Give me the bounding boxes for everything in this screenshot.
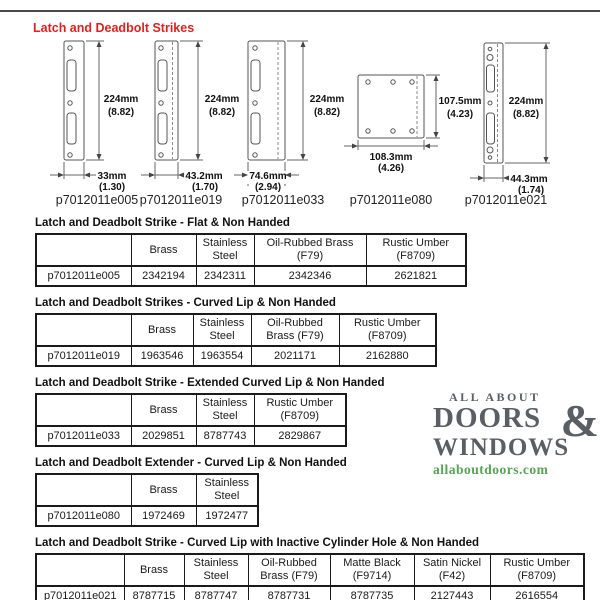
sku-cell: 8787715	[124, 586, 184, 600]
header-row	[36, 394, 346, 426]
width-in-label: (1.74)	[517, 185, 545, 196]
latch-slot	[251, 60, 260, 91]
row-label-header	[36, 314, 131, 346]
width-mm-label: 44.3mm	[510, 174, 548, 185]
finish-header: Stainless Steel	[196, 474, 258, 506]
section-title: Latch and Deadbolt Strike - Curved Lip with Inactive Cylinder Hole & Non Handed	[35, 537, 480, 549]
diagram-e019	[140, 41, 240, 207]
diagram-e021	[465, 43, 550, 207]
finish-header: Rustic Umber (F8709)	[490, 554, 584, 586]
screw-hole	[488, 47, 492, 51]
sku-cell: 2342346	[254, 266, 366, 286]
latch-slot	[487, 113, 495, 144]
finish-header: Stainless Steel	[184, 554, 248, 586]
screw-hole	[159, 153, 163, 157]
finish-header: Stainless Steel	[196, 394, 254, 426]
height-in-label: (8.82)	[107, 107, 135, 118]
parts-table-cylinder-hole	[35, 553, 585, 600]
sku-cell: 1963546	[131, 346, 193, 366]
part-number-label: p7012011e021	[464, 193, 548, 207]
part-number-cell: p7012011e019	[36, 346, 131, 366]
screw-hole	[488, 156, 492, 160]
part-number-cell: p7012011e021	[36, 586, 124, 600]
screw-hole	[410, 80, 414, 84]
strike-plate-outline	[248, 41, 285, 160]
height-in-label: (8.82)	[512, 109, 540, 120]
row-label-header	[36, 554, 124, 586]
height-mm-label: 224mm	[508, 96, 544, 107]
sku-cell: 8787731	[248, 586, 330, 600]
width-mm-label: 43.2mm	[185, 171, 223, 182]
screw-hole	[366, 80, 370, 84]
sku-cell: 2029851	[131, 426, 196, 446]
width-mm-label: 74.6mm	[249, 171, 287, 182]
finish-header: Oil-Rubbed Brass (F79)	[248, 554, 330, 586]
parts-table-extender	[35, 473, 259, 527]
finish-header: Rustic Umber (F8709)	[339, 314, 436, 346]
screw-hole	[253, 46, 257, 50]
part-number-label: p7012011e033	[241, 193, 325, 207]
height-mm-label: 224mm	[103, 94, 139, 105]
part-number-label: p7012011e019	[139, 193, 223, 207]
height-mm-label: 224mm	[309, 94, 345, 105]
all-about-doors-logo	[433, 391, 600, 477]
header-row	[36, 314, 436, 346]
width-mm-label: 33mm	[97, 171, 127, 182]
page-title: Latch and Deadbolt Strikes	[33, 21, 195, 35]
screw-hole	[253, 153, 257, 157]
header-row	[36, 234, 466, 266]
parts-table-curved-lip	[35, 313, 437, 367]
sku-cell: 2162880	[339, 346, 436, 366]
height-in-label: (8.82)	[208, 107, 236, 118]
finish-header: Brass	[131, 474, 196, 506]
screw-hole	[366, 129, 370, 133]
sku-cell: 8787747	[184, 586, 248, 600]
cylinder-hole	[487, 55, 493, 61]
strike-diagrams	[0, 38, 600, 210]
strike-diagrams-svg	[0, 38, 600, 210]
finish-header: Stainless Steel	[196, 234, 254, 266]
sku-cell: 1972469	[131, 506, 196, 526]
logo-website-text: allaboutdoors.com	[433, 462, 549, 477]
cylinder-hole	[487, 147, 493, 153]
finish-header: Brass	[124, 554, 184, 586]
sku-cell: 2829867	[254, 426, 346, 446]
width-dimension	[470, 165, 509, 182]
logo-tagline: ALL ABOUT	[449, 390, 541, 404]
screw-hole	[68, 46, 72, 50]
finish-header: Satin Nickel (F42)	[414, 554, 490, 586]
diagram-e033	[234, 41, 344, 207]
screw-hole	[68, 153, 72, 157]
height-mm-label: 224mm	[204, 94, 240, 105]
latch-slot	[158, 113, 167, 144]
row-label-header	[36, 234, 131, 266]
sku-cell: 2127443	[414, 586, 490, 600]
width-dimension	[50, 162, 96, 179]
screw-hole	[391, 129, 395, 133]
screw-hole	[410, 129, 414, 133]
part-number-label: p7012011e005	[55, 193, 139, 207]
finish-header: Brass	[131, 314, 193, 346]
height-in-label: (4.23)	[446, 109, 474, 120]
screw-hole	[159, 101, 163, 105]
sku-cell: 8787743	[196, 426, 254, 446]
parts-table-flat	[35, 233, 467, 287]
height-dimension	[86, 41, 104, 160]
logo-windows-text: WINDOWS	[433, 434, 570, 461]
latch-slot	[67, 113, 76, 144]
header-row	[36, 474, 258, 506]
sku-cell: 2342194	[131, 266, 196, 286]
section-title: Latch and Deadbolt Strikes - Curved Lip & Non Handed	[35, 297, 336, 309]
width-dimension	[141, 162, 184, 179]
finish-header: Matte Black (F9714)	[330, 554, 414, 586]
sku-cell: 2021171	[251, 346, 339, 366]
screw-hole	[253, 101, 257, 105]
height-dimension	[180, 41, 203, 160]
screw-hole	[68, 101, 72, 105]
height-in-label: (8.82)	[313, 107, 341, 118]
screw-hole	[488, 101, 492, 105]
parts-table-extended-curved-lip	[35, 393, 347, 447]
sku-cell: 1972477	[196, 506, 258, 526]
height-dimension	[287, 41, 308, 160]
sku-cell: 8787735	[330, 586, 414, 600]
part-number-cell: p7012011e005	[36, 266, 131, 286]
part-number-cell: p7012011e033	[36, 426, 131, 446]
section-title: Latch and Deadbolt Extender - Curved Lip & Non Handed	[35, 457, 347, 469]
table-row	[36, 266, 466, 286]
height-mm-label: 107.5mm	[438, 96, 482, 107]
header-row	[36, 554, 584, 586]
sku-cell: 2342311	[196, 266, 254, 286]
table-row	[36, 586, 584, 600]
width-in-label: (4.26)	[377, 163, 405, 174]
row-label-header	[36, 394, 131, 426]
finish-header: Rustic Umber (F8709)	[254, 394, 346, 426]
sku-cell: 1963554	[193, 346, 251, 366]
finish-header: Stainless Steel	[193, 314, 251, 346]
width-in-label: (2.94)	[254, 182, 282, 193]
diagram-e005	[50, 41, 138, 207]
sku-cell: 2621821	[366, 266, 466, 286]
table-row	[36, 426, 346, 446]
finish-header: Oil-Rubbed Brass (F79)	[254, 234, 366, 266]
finish-header: Brass	[131, 394, 196, 426]
part-number-label: p7012011e080	[349, 193, 433, 207]
latch-slot	[158, 60, 167, 91]
sku-cell: 2616554	[490, 586, 584, 600]
table-row	[36, 506, 258, 526]
top-divider	[0, 10, 600, 12]
latch-slot	[251, 113, 260, 144]
width-in-label: (1.70)	[191, 182, 219, 193]
width-mm-label: 108.3mm	[369, 152, 413, 163]
strike-plate-outline	[484, 43, 503, 163]
latch-slot	[487, 65, 495, 92]
table-row	[36, 346, 436, 366]
logo-ampersand: &	[560, 395, 599, 446]
width-dimension	[344, 140, 438, 150]
finish-header: Oil-Rubbed Brass (F79)	[251, 314, 339, 346]
latch-slot	[67, 60, 76, 91]
diagram-e080	[344, 75, 482, 207]
finish-header: Rustic Umber (F8709)	[366, 234, 466, 266]
part-number-cell: p7012011e080	[36, 506, 131, 526]
screw-hole	[391, 80, 395, 84]
finish-header: Brass	[131, 234, 196, 266]
row-label-header	[36, 474, 131, 506]
logo-doors-text: DOORS	[433, 402, 542, 434]
section-title: Latch and Deadbolt Strike - Extended Curved Lip & Non Handed	[35, 377, 385, 389]
section-title: Latch and Deadbolt Strike - Flat & Non Handed	[35, 217, 290, 229]
width-in-label: (1.30)	[98, 182, 126, 193]
screw-hole	[159, 46, 163, 50]
